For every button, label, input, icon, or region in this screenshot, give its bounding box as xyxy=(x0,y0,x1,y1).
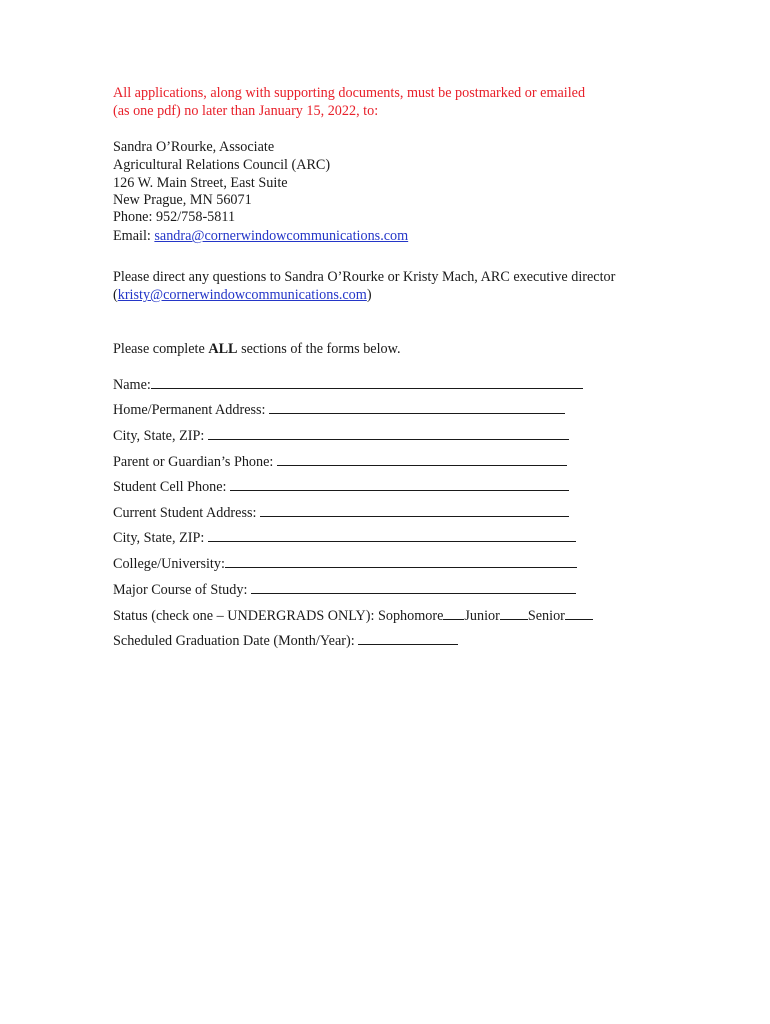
questions-line-1: Please direct any questions to Sandra O’Rourke or Kristy Mach, ARC executive director xyxy=(113,269,616,285)
senior-label: Senior xyxy=(527,608,565,624)
status-label: Status (check one – UNDERGRADS ONLY): Sophomore xyxy=(113,608,444,624)
graduation-label: Scheduled Graduation Date (Month/Year): xyxy=(113,633,359,649)
graduation-date-field[interactable] xyxy=(358,631,458,645)
name-field[interactable] xyxy=(151,375,583,389)
student-cell-label: Student Cell Phone: xyxy=(113,479,231,495)
current-address-row xyxy=(113,503,569,522)
instructions xyxy=(113,340,401,358)
city-state-zip-2-label: City, State, ZIP: xyxy=(113,530,208,546)
home-address-label: Home/Permanent Address: xyxy=(113,402,270,418)
instructions-emphasis: ALL xyxy=(208,341,238,357)
contact-email-link[interactable]: sandra@cornerwindowcommunications.com xyxy=(154,228,409,244)
college-row xyxy=(113,554,577,573)
contact-email-label: Email: xyxy=(113,228,155,244)
city-state-zip-row xyxy=(113,426,569,445)
contact-city: New Prague, MN 56071 xyxy=(113,192,252,208)
questions-close-paren: ) xyxy=(366,287,372,303)
major-field[interactable] xyxy=(251,580,576,594)
student-cell-row xyxy=(113,477,569,496)
junior-checkbox[interactable] xyxy=(500,606,528,620)
city-state-zip-field[interactable] xyxy=(208,426,569,440)
home-address-row xyxy=(113,400,565,419)
current-address-field[interactable] xyxy=(260,503,569,517)
college-field[interactable] xyxy=(225,554,577,568)
city-state-zip-2-field[interactable] xyxy=(208,528,576,542)
questions-line-2 xyxy=(113,286,372,304)
home-address-field[interactable] xyxy=(269,400,565,414)
contact-name: Sandra O’Rourke, Associate xyxy=(113,139,275,155)
college-label: College/University: xyxy=(113,556,225,572)
contact-street: 126 W. Main Street, East Suite xyxy=(113,175,288,191)
major-label: Major Course of Study: xyxy=(113,582,251,598)
parent-phone-label: Parent or Guardian’s Phone: xyxy=(113,454,277,470)
parent-phone-row xyxy=(113,452,567,471)
deadline-notice-line-2: (as one pdf) no later than January 15, 2022, to: xyxy=(113,103,379,119)
parent-phone-field[interactable] xyxy=(277,452,567,466)
sophomore-checkbox[interactable] xyxy=(443,606,464,620)
graduation-row xyxy=(113,631,458,650)
name-row xyxy=(113,375,583,394)
questions-email-link[interactable]: kristy@cornerwindowcommunications.com xyxy=(117,287,367,303)
deadline-notice-line-1: All applications, along with supporting documents, must be postmarked or emailed xyxy=(113,85,586,101)
status-row xyxy=(113,606,593,625)
junior-label: Junior xyxy=(464,608,500,624)
contact-email-line xyxy=(113,227,408,245)
contact-organization: Agricultural Relations Council (ARC) xyxy=(113,157,331,173)
major-row xyxy=(113,580,576,599)
senior-checkbox[interactable] xyxy=(565,606,593,620)
current-address-label: Current Student Address: xyxy=(113,505,260,521)
instructions-prefix: Please complete xyxy=(113,341,209,357)
name-label: Name: xyxy=(113,377,151,393)
student-cell-field[interactable] xyxy=(230,477,569,491)
contact-phone: Phone: 952/758-5811 xyxy=(113,209,236,225)
instructions-suffix: sections of the forms below. xyxy=(237,341,401,357)
city-state-zip-2-row xyxy=(113,528,576,547)
questions-open-paren: ( xyxy=(113,287,118,303)
city-state-zip-label: City, State, ZIP: xyxy=(113,428,208,444)
